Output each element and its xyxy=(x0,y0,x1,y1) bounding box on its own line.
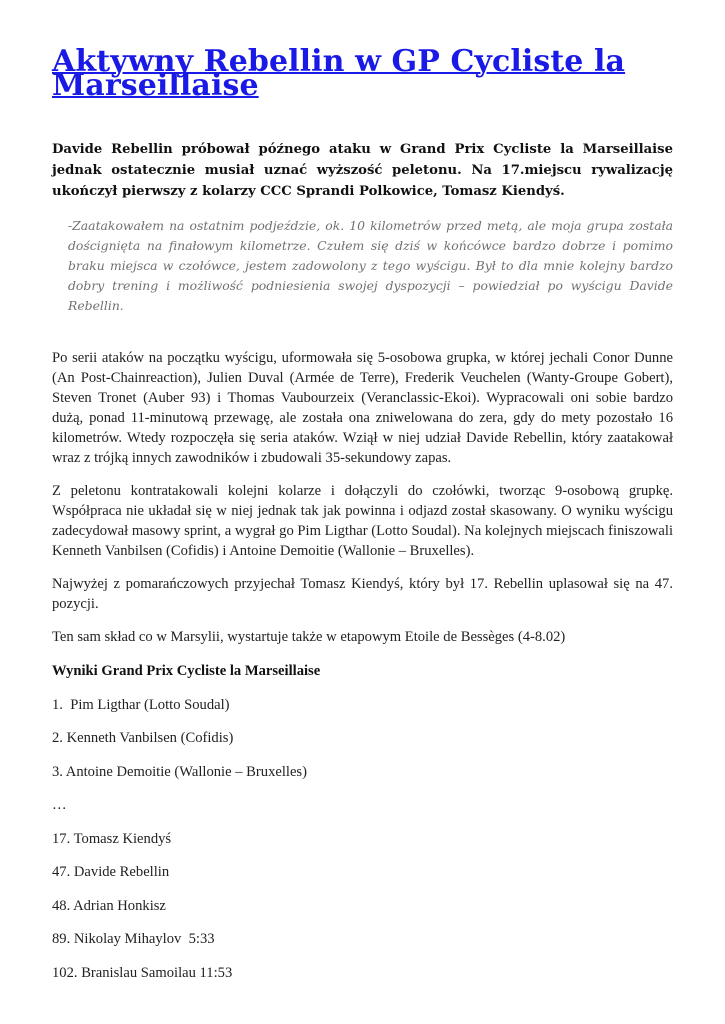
result-item: … xyxy=(52,797,67,813)
result-item: 17. Tomasz Kiendyś xyxy=(52,830,172,847)
result-item: 102. Branislau Samoilau 11:53 xyxy=(52,964,233,981)
result-item: 48. Adrian Honkisz xyxy=(52,897,166,914)
paragraph-breakaway: Po serii ataków na początku wyścigu, uformowała się 5-osobowa grupka, w której jechali Conor Dunne (An Post-Chainreaction), Julien Duval (Armée de Terre), Frederik Veuchelen (Wanty-Groupe Gobert), Steven Tronet (Auber 93) i Thomas Vaubourzeix (Veranclassic-Ekoi). Wypracowali oni sobie bardzo dużą, ponad 11-minutową przewagę, ale została ona zniwelowana do zera, gdy do mety pozostało 16 kilometrów. Wtedy rozpoczęła się seria ataków. Wziął w niej udział Davide Rebellin, który zaatakował wraz z trójką innych zawodników i zbudowali 35-sekundowy zapas. xyxy=(52,350,673,466)
results-heading: Wyniki Grand Prix Cycliste la Marseillaise xyxy=(52,663,321,679)
article xyxy=(52,0,673,983)
article-title-link[interactable]: Aktywny Rebellin w GP Cycliste la Marseillaise xyxy=(52,44,626,103)
result-item: 89. Nikolay Mihaylov 5:33 xyxy=(52,931,215,947)
paragraph-sprint: Z peletonu kontratakowali kolejni kolarze i dołączyli do czołówki, tworząc 9-osobową grupkę. Współpraca nie układał się w niej jednak tak jak powinna i odjazd został skasowany. O wyniku wyścigu zadecydował masowy sprint, a wygrał go Pim Ligthar (Lotto Soudal). Na kolejnych miejscach finiszowali Kenneth Vanbilsen (Cofidis) i Antoine Demoitie (Wallonie – Bruxelles). xyxy=(52,483,673,559)
result-item: 3. Antoine Demoitie (Wallonie – Bruxelles) xyxy=(52,763,307,780)
result-item: 47. Davide Rebellin xyxy=(52,864,170,880)
paragraph-next-race: Ten sam skład co w Marsylii, wystartuje także w etapowym Etoile de Bessèges (4-8.02) xyxy=(52,629,566,645)
paragraph-team-result: Najwyżej z pomarańczowych przyjechał Tomasz Kiendyś, który był 17. Rebellin uplasował się na 47. pozycji. xyxy=(52,576,673,612)
rebellin-quote: -Zaatakowałem na ostatnim podjeździe, ok. 10 kilometrów przed metą, ale moja grupa została doścignięta na finałowym kilometrze. Czułem się dziś w końcówce bardzo dobrze i pomimo braku miejsca w czołówce, jestem zadowolony z tego wyścigu. Był to dla mnie kolejny bardzo dobry trening i możliwość podniesienia swojej dyspozycji – powiedział po wyścigu Davide Rebellin. xyxy=(68,218,673,313)
article-lead: Davide Rebellin próbował późnego ataku w Grand Prix Cycliste la Marseillaise jednak ostatecznie musiał uznać wyższość peletonu. Na 17.miejscu rywalizację ukończył pierwszy z kolarzy CCC Sprandi Polkowice, Tomasz Kiendyś. xyxy=(52,142,673,199)
results-list xyxy=(52,695,673,983)
article-title xyxy=(52,0,673,103)
result-item: 1. Pim Ligthar (Lotto Soudal) xyxy=(52,696,230,713)
result-item: 2. Kenneth Vanbilsen (Cofidis) xyxy=(52,730,234,746)
